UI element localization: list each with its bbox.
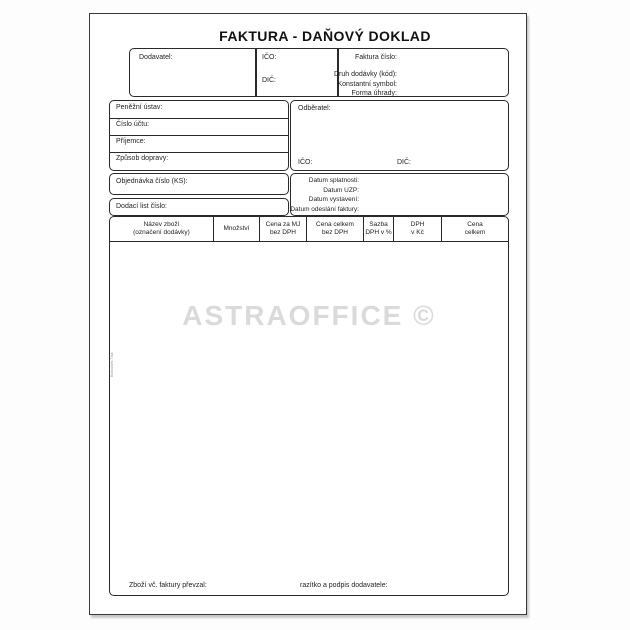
customer-dic-label: DIČ: xyxy=(397,159,411,166)
col-label: Název zboží xyxy=(143,220,180,228)
page-title: FAKTURA - DAŇOVÝ DOKLAD xyxy=(219,28,431,44)
supplier-ico-label: IČO: xyxy=(262,54,277,61)
stamp-signature-label: razítko a podpis dodavatele: xyxy=(300,582,388,589)
col-label: DPH v % xyxy=(365,229,392,236)
col-label: Množství xyxy=(223,224,250,232)
delivery-note-label: Dodací list číslo: xyxy=(116,203,167,210)
col-label: Cena celkem xyxy=(316,220,354,228)
col-label: celkem xyxy=(464,229,486,236)
col-label: Cena za MJ xyxy=(265,220,301,228)
bank-row xyxy=(110,152,288,169)
dates-section xyxy=(290,173,509,216)
due-date-label: Datum splatnosti: xyxy=(308,177,359,184)
col-label: Sazba xyxy=(369,220,388,228)
delivery-note-section xyxy=(109,198,289,216)
order-number-label: Objednávka číslo (KS): xyxy=(116,178,188,185)
payment-form-label: Forma úhrady: xyxy=(351,90,397,97)
watermark: ASTRAOFFICE © xyxy=(182,300,436,331)
printer-imprint: Baloušek Tisk xyxy=(109,352,114,377)
supplier-dic-label: DIČ: xyxy=(262,77,276,84)
col-label: bez DPH xyxy=(269,229,296,236)
transport-method-label: Způsob dopravy: xyxy=(116,155,169,162)
bank-row xyxy=(110,135,288,153)
col-unit-price xyxy=(260,217,307,241)
customer-label: Odběratel: xyxy=(298,105,331,112)
col-label: DPH xyxy=(410,220,425,228)
taxable-supply-date-label: Datum UZP: xyxy=(323,186,359,194)
goods-received-label: Zboží vč. faktury převzal: xyxy=(129,582,207,589)
customer-ico-label: IČO: xyxy=(298,159,313,166)
bank-row xyxy=(110,118,288,136)
col-label: (označení dodávky) xyxy=(133,229,190,236)
order-number-section xyxy=(109,173,289,195)
divider xyxy=(255,49,257,96)
col-vat-amount xyxy=(394,217,442,241)
col-item-name xyxy=(110,217,214,241)
invoice-form-page xyxy=(89,13,527,615)
col-label: Cena xyxy=(467,220,483,228)
bank-row xyxy=(110,101,288,119)
account-number-label: Číslo účtu: xyxy=(116,121,150,128)
items-table-header xyxy=(110,217,508,242)
bank-section xyxy=(109,100,289,171)
issue-date-label: Datum vystavení: xyxy=(308,196,359,203)
col-total xyxy=(442,217,508,241)
invoice-sent-date-label: Datum odeslání faktury: xyxy=(290,205,359,213)
customer-section xyxy=(290,100,509,171)
recipient-label: Příjemce: xyxy=(116,138,146,145)
col-total-ex-vat xyxy=(307,217,364,241)
supplier-label: Dodavatel: xyxy=(139,54,173,61)
items-table xyxy=(109,216,509,596)
col-label: bez DPH xyxy=(321,229,348,236)
invoice-number-label: Faktura číslo: xyxy=(354,54,397,61)
col-label: v Kč xyxy=(411,229,424,236)
delivery-type-label: Druh dodávky (kód): xyxy=(333,71,397,78)
col-vat-rate xyxy=(364,217,394,241)
bank-institution-label: Peněžní ústav: xyxy=(116,104,163,111)
col-quantity xyxy=(214,217,260,241)
supplier-section xyxy=(129,48,509,97)
constant-symbol-label: Konstantní symbol: xyxy=(337,80,397,88)
